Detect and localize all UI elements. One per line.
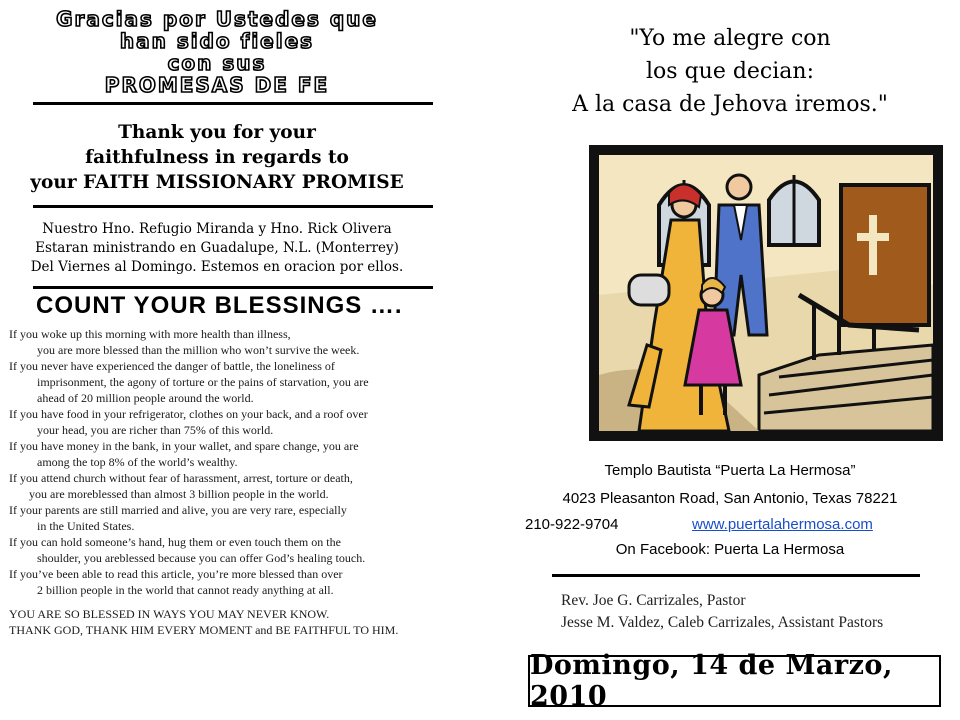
gracias-line: PROMESAS DE FE xyxy=(104,73,330,97)
thank-line: your FAITH MISSIONARY PROMISE xyxy=(30,172,404,193)
church-phone: 210-922-9704 xyxy=(525,516,619,533)
church-family-illustration xyxy=(589,145,943,441)
blessing-line: If you have money in the bank, in your wallet, and spare change, you are xyxy=(9,439,359,453)
quote-line: "Yo me alegre con xyxy=(629,26,831,51)
quote-line: A la casa de Jehova iremos." xyxy=(572,92,888,117)
church-address: 4023 Pleasanton Road, San Antonio, Texas 78221 xyxy=(562,490,898,507)
notice-line: Estaran ministrando en Guadalupe, N.L. (Monterrey) xyxy=(35,240,399,256)
blessing-line: If you never have experienced the danger of battle, the loneliness of xyxy=(9,359,335,373)
blessing-line: If you have food in your refrigerator, clothes on your back, and a roof over xyxy=(9,407,368,421)
gracias-line: han sido fieles xyxy=(119,29,315,53)
gracias-line: Gracias por Ustedes que xyxy=(56,7,378,31)
blessing-line: 2 billion people in the world that cannot ready anything at all. xyxy=(37,583,334,597)
blessing-line: you are moreblessed than almost 3 billion people in the world. xyxy=(29,487,329,501)
quote-line: los que decian: xyxy=(646,59,814,84)
ministry-notice xyxy=(0,220,434,277)
divider xyxy=(552,574,920,577)
blessing-line: ahead of 20 million people around the world. xyxy=(37,391,254,405)
divider xyxy=(33,102,433,105)
divider xyxy=(33,286,433,289)
scripture-quote xyxy=(500,22,960,121)
blessing-line: If your parents are still married and alive, you are very rare, especially xyxy=(9,503,347,517)
closing-line: THANK GOD, THANK HIM EVERY MOMENT and BE FAITHFUL TO HIM. xyxy=(9,623,399,637)
assistant-pastors-line: Jesse M. Valdez, Caleb Carrizales, Assistant Pastors xyxy=(561,614,884,631)
divider xyxy=(33,205,433,208)
thank-line: faithfulness in regards to xyxy=(85,147,349,168)
closing-line: YOU ARE SO BLESSED IN WAYS YOU MAY NEVER KNOW. xyxy=(9,607,330,621)
notice-line: Nuestro Hno. Refugio Miranda y Hno. Rick Olivera xyxy=(42,221,392,237)
blessing-line: imprisonment, the agony of torture or the pains of starvation, you are xyxy=(37,375,369,389)
thank-you-heading xyxy=(0,120,434,195)
blessing-line: among the top 8% of the world’s wealthy. xyxy=(37,455,238,469)
facebook-info: On Facebook: Puerta La Hermosa xyxy=(615,541,845,558)
blessing-line: If you’ve been able to read this article, you’re more blessed than over xyxy=(9,567,343,581)
blessing-line: in the United States. xyxy=(37,519,135,533)
blessing-line: If you attend church without fear of harassment, arrest, torture or death, xyxy=(9,471,353,485)
notice-line: Del Viernes al Domingo. Estemos en oracion por ellos. xyxy=(30,259,404,275)
church-name: Templo Bautista “Puerta La Hermosa” xyxy=(604,462,856,479)
service-date: Domingo, 14 de Marzo, 2010 xyxy=(528,655,941,707)
gracias-heading xyxy=(0,8,434,96)
thank-line: Thank you for your xyxy=(118,122,316,143)
blessing-line: If you can hold someone’s hand, hug them or even touch them on the xyxy=(9,535,341,549)
website-link[interactable]: www.puertalahermosa.com xyxy=(692,516,873,533)
blessing-line: you are more blessed than the million who won’t survive the week. xyxy=(37,343,360,357)
blessing-line: If you woke up this morning with more health than illness, xyxy=(9,327,291,341)
pastor-line: Rev. Joe G. Carrizales, Pastor xyxy=(561,592,746,609)
count-blessings-title: COUNT YOUR BLESSINGS …. xyxy=(36,292,403,319)
blessing-line: your head, you are richer than 75% of this world. xyxy=(37,423,274,437)
blessings-list xyxy=(9,326,469,638)
blessing-line: shoulder, you areblessed because you can offer God’s healing touch. xyxy=(37,551,366,565)
gracias-line: con sus xyxy=(167,51,267,75)
pastors-block xyxy=(561,590,883,634)
